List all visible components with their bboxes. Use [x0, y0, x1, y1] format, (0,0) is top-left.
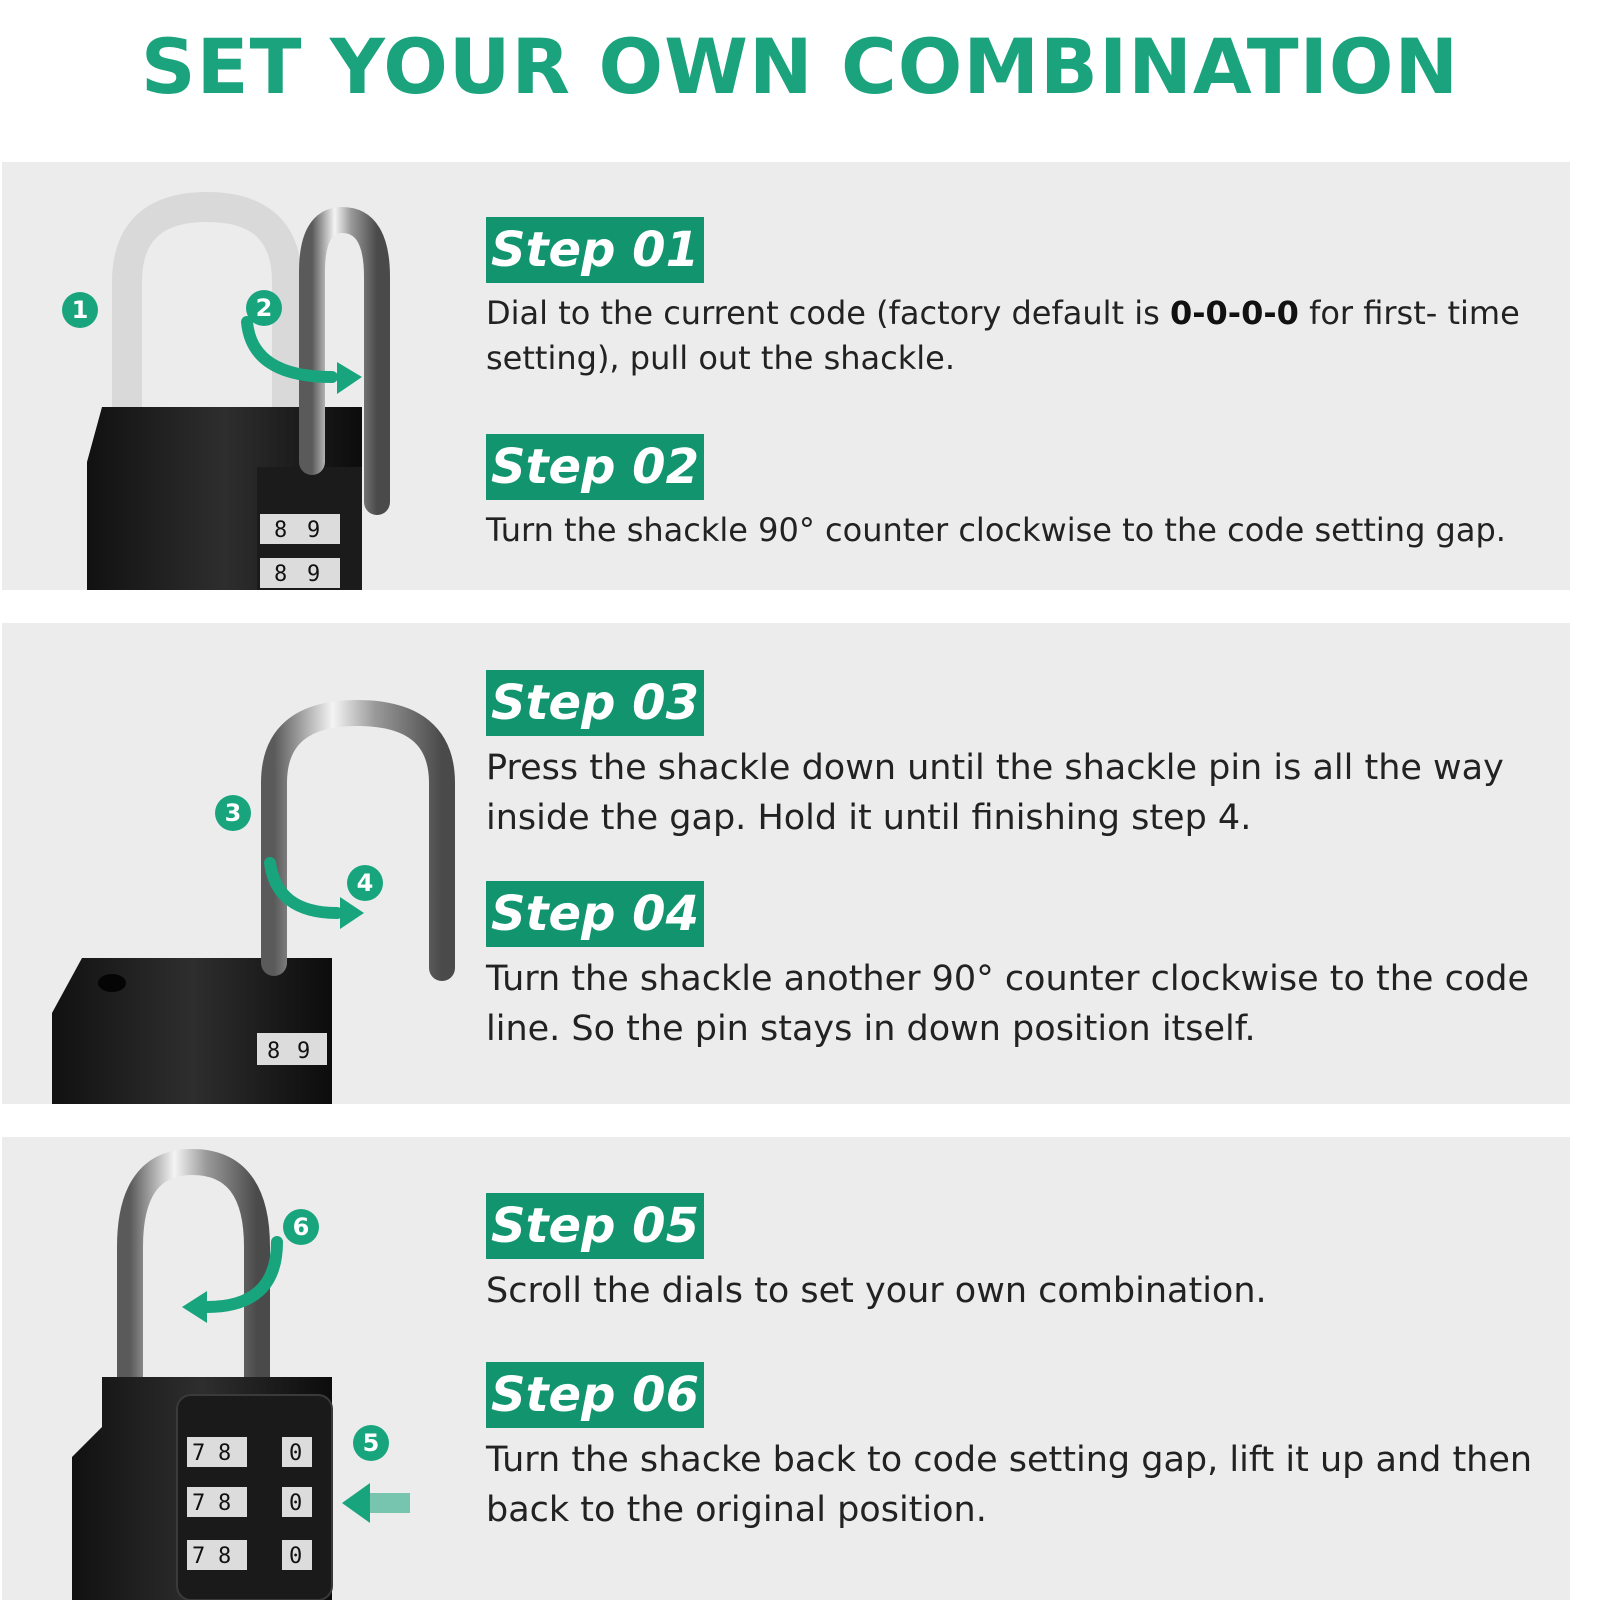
padlock-illustration-3	[2, 1137, 472, 1600]
dial-digit: 7	[192, 1441, 206, 1466]
step-01-text-a: Dial to the current code (factory default is	[486, 294, 1170, 332]
step-06	[486, 1362, 1546, 1535]
dial-digit: 0	[289, 1491, 303, 1516]
padlock-illustration-2	[2, 623, 472, 1104]
step-05-text: Scroll the dials to set your own combination.	[486, 1271, 1267, 1311]
step-02-text: Turn the shackle 90° counter clockwise to the code setting gap.	[486, 511, 1506, 549]
dial-digit: 0	[289, 1441, 303, 1466]
dial-digit: 8	[274, 562, 288, 587]
marker-1: 1	[62, 292, 98, 328]
step-05-badge: Step 05	[486, 1193, 704, 1259]
padlock-illustration-1	[2, 162, 472, 590]
dial-digit: 8	[267, 1039, 281, 1064]
marker-3: 3	[215, 795, 251, 831]
step-01-text-b: for first- time setting), pull out the shackle.	[486, 294, 1520, 378]
step-03	[486, 670, 1546, 843]
step-panel-3	[2, 1137, 1570, 1600]
dial-digit: 7	[192, 1491, 206, 1516]
step-panel-1	[2, 162, 1570, 590]
step-01-text	[486, 291, 1526, 382]
marker-6: 6	[283, 1209, 319, 1245]
step-04-badge: Step 04	[486, 881, 704, 947]
dial-digit: 9	[297, 1039, 311, 1064]
dial-digit: 9	[307, 562, 321, 587]
step-01-badge: Step 01	[486, 217, 704, 283]
dial-digit: 8	[218, 1441, 232, 1466]
step-04	[486, 881, 1546, 1054]
dial-digit: 8	[218, 1544, 232, 1569]
marker-5: 5	[353, 1425, 389, 1461]
step-02-badge: Step 02	[486, 434, 704, 500]
marker-2: 2	[246, 290, 282, 326]
step-06-text: Turn the shacke back to code setting gap, lift it up and then back to the original position.	[486, 1440, 1533, 1530]
step-04-text: Turn the shackle another 90° counter clockwise to the code line. So the pin stays in down position itself.	[486, 959, 1529, 1049]
step-03-text: Press the shackle down until the shackle pin is all the way inside the gap. Hold it until finishing step 4.	[486, 748, 1504, 838]
dial-digit: 0	[289, 1544, 303, 1569]
step-01	[486, 217, 1526, 382]
dial-digit: 7	[192, 1544, 206, 1569]
step-01-default-code: 0-0-0-0	[1169, 294, 1299, 332]
dial-digit: 9	[307, 518, 321, 543]
step-panel-2	[2, 623, 1570, 1104]
marker-4: 4	[347, 865, 383, 901]
step-03-badge: Step 03	[486, 670, 704, 736]
step-06-badge: Step 06	[486, 1362, 704, 1428]
dial-digit: 8	[274, 518, 288, 543]
step-02	[486, 434, 1546, 553]
dial-digit: 8	[218, 1491, 232, 1516]
page-title: SET YOUR OWN COMBINATION	[140, 22, 1460, 111]
step-05	[486, 1193, 1546, 1317]
